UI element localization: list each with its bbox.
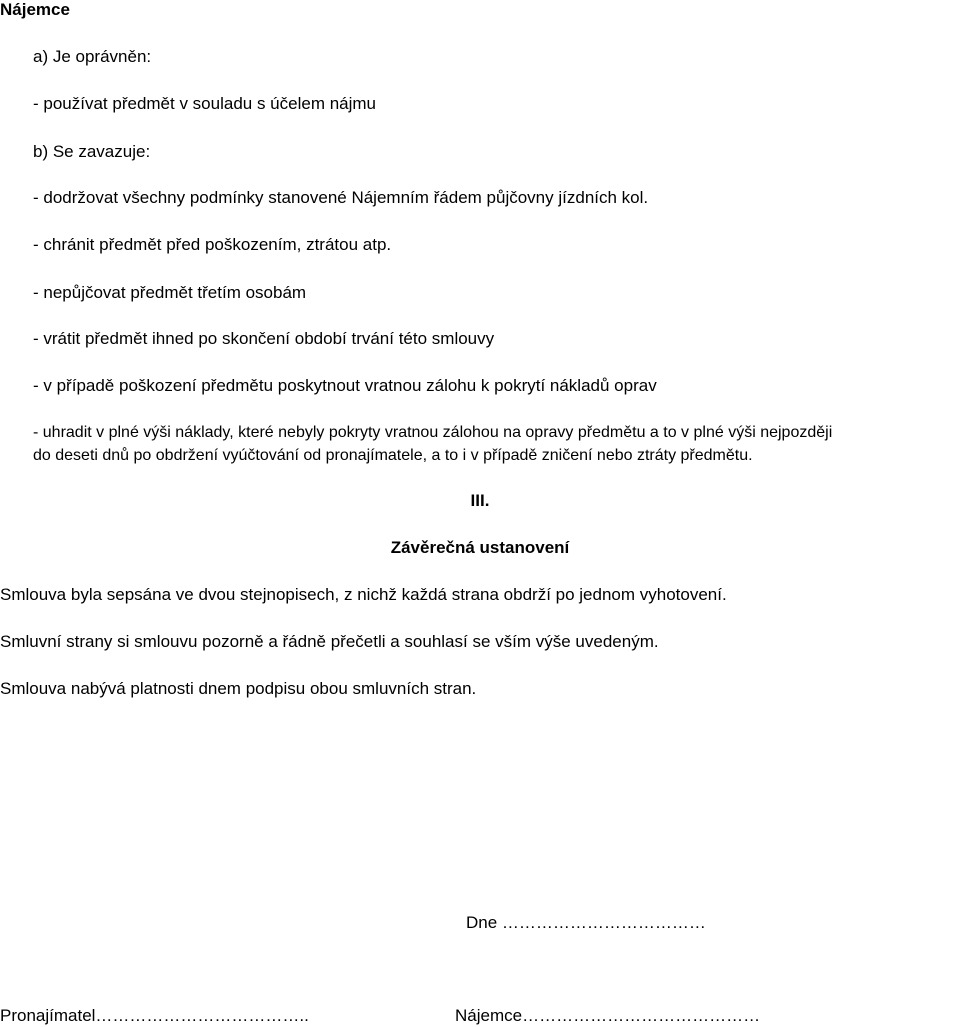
list-item: - vrátit předmět ihned po skončení období trvání této smlouvy — [33, 329, 495, 348]
clause-paragraph: Smluvní strany si smlouvu pozorně a řádně přečetli a souhlasí se vším výše uvedeným. — [0, 632, 659, 651]
list-item-long-line2: do deseti dnů po obdržení vyúčtování od pronajímatele, a to i v případě zničení nebo ztráty předmětu. — [33, 447, 753, 464]
heading-najemce: Nájemce — [0, 0, 70, 19]
list-item: - chránit předmět před poškozením, ztrátou atp. — [33, 235, 392, 254]
signature-lessee: Nájemce…………………………………… — [455, 1006, 761, 1025]
list-item: - nepůjčovat předmět třetím osobám — [33, 283, 307, 302]
section-number: III. — [470, 491, 490, 510]
section-title: Závěrečná ustanovení — [390, 538, 570, 557]
clause-paragraph: Smlouva byla sepsána ve dvou stejnopisech, z nichž každá strana obdrží po jednom vyhotovení. — [0, 585, 727, 604]
clause-paragraph: Smlouva nabývá platnosti dnem podpisu obou smluvních stran. — [0, 679, 477, 698]
list-item-long-line1: - uhradit v plné výši náklady, které nebyly pokryty vratnou zálohou na opravy předmětu a to v plné výši nejpozději — [33, 424, 833, 441]
signature-lessor: Pronajímatel……………………………….. — [0, 1006, 309, 1025]
list-item: - používat předmět v souladu s účelem nájmu — [33, 94, 377, 113]
section-b-label: b) Se zavazuje: — [33, 142, 151, 161]
list-item: - v případě poškození předmětu poskytnout vratnou zálohu k pokrytí nákladů oprav — [33, 376, 657, 395]
date-line: Dne ……………………………… — [466, 913, 706, 932]
list-item: - dodržovat všechny podmínky stanovené Nájemním řádem půjčovny jízdních kol. — [33, 188, 649, 207]
section-a-label: a) Je oprávněn: — [33, 47, 152, 66]
